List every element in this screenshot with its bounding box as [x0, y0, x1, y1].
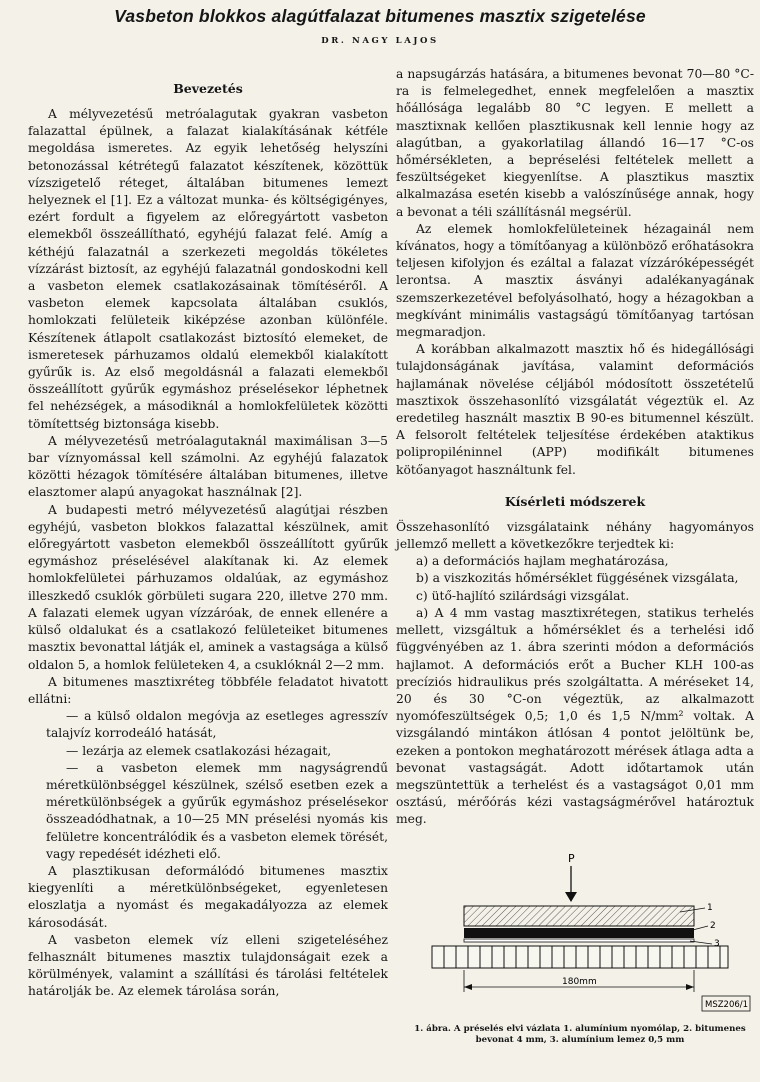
article-title: Vasbeton blokkos alagútfalazat bitumenes masztix szigetelése	[114, 6, 646, 26]
paragraph: A vasbeton elemek víz elleni szigeteléséhez felhasznált bitumenes masztix tulajdonságait ezek a körülmények, valamint a szállítási és tárolási feltételek határolják be. Az elemek tárolása során,	[28, 932, 388, 999]
paragraph: A plasztikusan deformálódó bitumenes masztix kiegyenlíti a méretkülönbségeket, egyenletesen eloszlatja a nyomást és megakadályozza az elemek károsodását.	[28, 863, 388, 930]
figure-caption: 1. ábra. A préselés elvi vázlata 1. alumínium nyomólap, 2. bitumenes bevonat 4 mm, 3. alumínium lemez 0,5 mm	[414, 1024, 746, 1045]
paragraph: A korábban alkalmazott masztix hő és hidegállósági tulajdonságának javítása, valamint deformációs hajlamának növelése céljából módosított összetételű masztixok összehasonlító vizsgálatát végeztük el. Az eredetileg használt masztix B 90-es bitumennel készült. A felsorolt feltételek teljesítése érdekében ataktikus polipropiléninnel (APP) modifikált bitumenes kötőanyagot használtunk fel.	[396, 342, 754, 477]
paragraph: A mélyvezetésű metróalagutak gyakran vasbeton falazattal épülnek, a falazat kialakításának kétféle megoldása ismeretes. Az egyik lehetőség helyszíni betonozással kétrétegű falazatot készítenek, közöttük vízszigetelő réteget, általában bitumenes lemezt helyeznek el [1]. Ez a változat munka- és költségigényes, ezért fordult a figyelem az előregyártott vasbeton elemekből összeállítható, egyhéjú falazat felé. Amíg a kéthéjú falazatnál a szerkezeti megoldás tökéletes vízzárást biztosít, az egyhéjú falazatnál gondoskodni kell a vasbeton elemek csatlakozásainak tömítéséről. A vasbeton elemek kapcsolata általában csuklós, homlokzati felületeik kiképzése azonban különféle. Készítenek átlapolt csatlakozást biztosító elemeket, de ismeretesek párhuzamos oldalú elemekből kialakított gyűrűk is. Az első megoldásnál a falazati elemekből összeállított gyűrűk egymáshoz préselésekor léphetnek fel nehézségek, a másodiknál a homlokfelületek közötti tömítettség biztonsága kisebb.	[28, 107, 388, 431]
base-blocks	[432, 946, 728, 968]
label-1: 1	[707, 903, 713, 913]
load-label: P	[568, 852, 575, 865]
list-item: — lezárja az elemek csatlakozási hézagait,	[66, 743, 332, 758]
label-2: 2	[710, 921, 716, 931]
paragraph: A budapesti metró mélyvezetésű alagútjai részben egyhéjú, vasbeton blokkos falazattal készülnek, amit előregyártott vasbeton elemekből összeállított gyűrűk egymáshoz préselésével alakítanak ki. Az elemek homlokfelületei párhuzamos oldalúak, az egymáshoz illeszkedő csuklók görbületi sugara 220, illetve 270 mm. A falazati elemek ugyan vízzáróak, de ennek ellenére a külső oldalukat és a csatlakozó felületeiket bitumenes masztix bevonattal látják el, aminek a vastagsága a külső oldalon 5, a homlok felületeken 4, a csuklóknál 2—2 mm.	[28, 502, 388, 672]
list-item: — a vasbeton elemek mm nagyságrendű méretkülönbséggel készülnek, szélső esetben ezek a méretkülönbségek a gyűrűk egymáshoz préselésekor összeadódhatnak, a 10—25 MN préselési nyomás kis felületre koncentrálódik és a vasbeton elemek törését, vagy repedését idézheti elő.	[46, 760, 388, 861]
author-name: DR. NAGY LAJOS	[321, 36, 439, 46]
paragraph: a) A 4 mm vastag masztixrétegen, statikus terhelés mellett, vizsgáltuk a hőmérséklet és a terhelési idő függvényében az 1. ábra szerinti módon a deformációs hajlamot. A deformációs erőt a Bucher KLH 100-as precíziós hidraulikus prés szolgáltatta. A méréseket 14, 20 és 30 °C-on végeztük, az alkalmazott nyomófeszültségek 0,5; 1,0 és 1,5 N/mm² voltak. A vizsgálandó mintákon átlósan 4 pontot jelöltünk be, ezeken a pontokon meghatározott mérések átlaga adta a bevonat vastagságát. Adott időtartamok után megszüntettük a terhelést és a vastagságot 0,01 mm osztású, mérőórás kézi vastagságmérővel határoztuk meg.	[396, 605, 754, 827]
dimension-label: 180mm	[562, 977, 597, 987]
list-item: b) a viszkozitás hőmérséklet függésének vizsgálata,	[416, 571, 739, 586]
section-heading-intro: Bevezetés	[173, 81, 243, 96]
press-schematic-figure	[400, 852, 755, 1022]
paragraph: A mélyvezetésű metróalagutaknál maximálisan 3—5 bar víznyomással kell számolni. Az egyhéjú falazatok közötti hézagok tömítésére általában bitumenes, illetve elasztomer alapú anyagokat használnak [2].	[28, 433, 388, 500]
bitumen-layer	[464, 928, 694, 938]
paragraph: a napsugárzás hatására, a bitumenes bevonat 70—80 °C-ra is felmelegedhet, ennek megfelelően a masztix hőállósága legalább 80 °C legyen. E mellett a masztixnak kellően plasztikusnak kell lennie hogy az alagútban, a gyakorlatilag állandó 16—17 °C-os hőmérsékleten, a bepréselési feltételek mellett a feszültségeket kiegyenlítse. A plasztikus masztix alkalmazása esetén kisebb a valószínűsége annak, hogy a bevonat a téli szállításnál megsérül.	[396, 67, 754, 219]
paragraph: Az elemek homlokfelületeinek hézagainál nem kívánatos, hogy a tömítőanyag a különböző erőhatásokra teljesen kifolyjon és ezáltal a falazat vízzáróképességét lerontsa. A masztix ásványi adalékanyagának szemszerkezetével befolyásolható, hogy a hézagokban a megkívánt minimális vastagságú tömítőanyag tartósan megmaradjon.	[396, 221, 754, 340]
paragraph: A bitumenes masztixréteg többféle feladatot hivatott ellátni:	[28, 674, 388, 706]
list-item: — a külső oldalon megóvja az esetleges agresszív talajvíz korrodeáló hatását,	[46, 709, 388, 741]
paragraph: Összehasonlító vizsgálataink néhány hagyományos jellemző mellett a következőkre terjedtek ki:	[396, 519, 754, 552]
label-3: 3	[714, 939, 720, 949]
aluminium-press-plate	[464, 906, 694, 926]
figure-code: MSZ206/1	[705, 1000, 749, 1010]
right-column	[396, 66, 754, 829]
section-heading-methods: Kísérleti módszerek	[504, 493, 646, 509]
left-column	[28, 66, 388, 1001]
list-item: a) a deformációs hajlam meghatározása,	[416, 554, 669, 569]
aluminium-sheet	[464, 939, 694, 942]
list-item: c) ütő-hajlító szilárdsági vizsgálat.	[416, 588, 630, 603]
load-arrow-head	[565, 892, 577, 902]
